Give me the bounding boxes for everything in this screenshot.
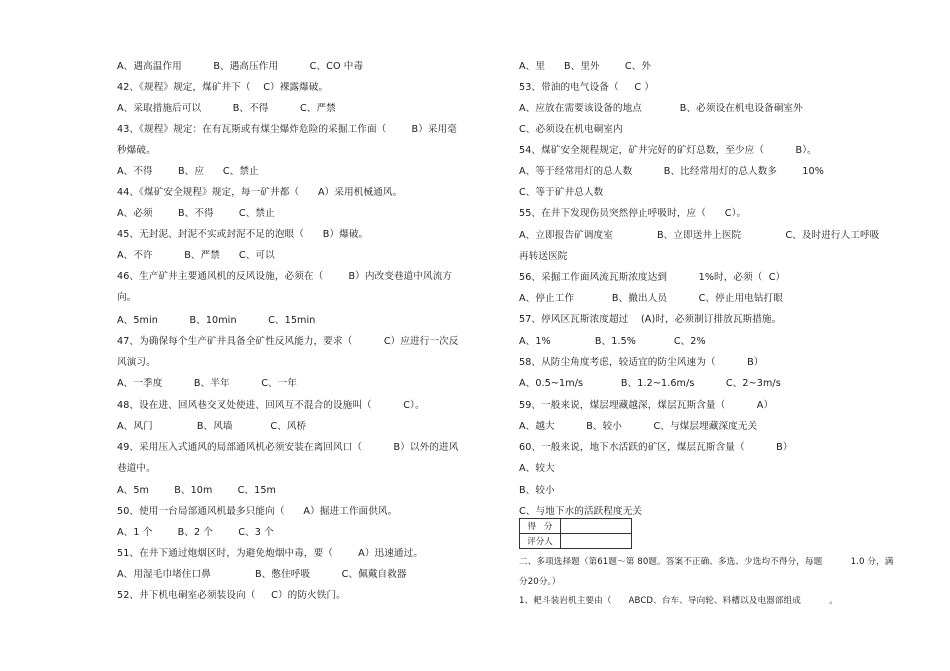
question-line: 1、耙斗装岩机主要由（ ABCD、台车、导向轮、料槽以及电器部组成 。 bbox=[519, 596, 838, 606]
left-line: 秒爆破。 bbox=[117, 145, 156, 156]
left-line: 48、设在进、回风巷交叉处使进、回风互不混合的设施叫（ C）。 bbox=[117, 400, 425, 411]
right-line: A、等于经常用灯的总人数 B、比经常用灯的总人数多 10% bbox=[519, 166, 824, 177]
left-line: A、风门 B、风墙 C、风桥 bbox=[117, 421, 307, 432]
left-line: A、一季度 B、半年 C、一年 bbox=[117, 378, 298, 389]
right-line: 再转送医院 bbox=[519, 251, 568, 262]
right-line: 57、停风区瓦斯浓度超过 (A)时，必须制订排放瓦斯措施。 bbox=[519, 314, 782, 325]
section-heading: 二、多项选择题（第61题～第 80题。答案不正确、多选、少选均不得分，每题 1.0 分，满 bbox=[519, 557, 894, 567]
left-line: 巷道中。 bbox=[117, 463, 156, 474]
left-line: 风演习。 bbox=[117, 357, 156, 368]
right-line: 53、带油的电气设备（ C ） bbox=[519, 82, 655, 93]
right-line: 60、一般来说，地下水活跃的矿区，煤层瓦斯含量（ B） bbox=[519, 442, 793, 453]
right-line: C、必须设在机电硐室内 bbox=[519, 124, 623, 135]
left-line: A、遇高温作用 B、遇高压作用 C、CO 中毒 bbox=[117, 61, 364, 72]
left-line: 51、在井下通过炮烟区时，为避免炮烟中毒，要（ A）迅速通过。 bbox=[117, 548, 423, 559]
right-line: C、等于矿井总人数 bbox=[519, 187, 604, 198]
left-line: 43、《规程》规定：在有瓦斯或有煤尘爆炸危险的采掘工作面（ B）采用毫 bbox=[117, 124, 457, 135]
right-line: A、越大 B、较小 C、与煤层埋藏深度无关 bbox=[519, 421, 758, 432]
left-line: 45、无封泥、封泥不实或封泥不足的泡眼（ B）爆破。 bbox=[117, 229, 369, 240]
section-heading-cont: 分20分。） bbox=[519, 577, 561, 587]
left-line: 44、《煤矿安全规程》规定，每一矿井都（ A）采用机械通风。 bbox=[117, 187, 403, 198]
grader-value-cell bbox=[561, 534, 632, 549]
grader-label: 评分人 bbox=[520, 534, 561, 549]
left-line: 52、井下机电硐室必须装设向（ C）的防火铁门。 bbox=[117, 590, 346, 601]
left-line: 50、使用一台局部通风机最多只能向（ A）掘进工作面供风。 bbox=[117, 506, 398, 517]
score-value-cell bbox=[561, 519, 632, 534]
right-line: A、1% B、1.5% C、2% bbox=[519, 336, 706, 347]
left-line: 42、《规程》规定，煤矿井下（ C）裸露爆破。 bbox=[117, 82, 329, 93]
left-line: A、5m B、10m C、15m bbox=[117, 485, 276, 496]
left-line: 46、生产矿井主要通风机的反风设施，必须在（ B）内改变巷道中风流方 bbox=[117, 271, 453, 282]
right-line: 55、在井下发现伤员突然停止呼吸时，应（ C）。 bbox=[519, 208, 747, 219]
right-line: 54、煤矿安全规程规定，矿井完好的矿灯总数，至少应（ B）。 bbox=[519, 145, 817, 156]
left-line: 47、为确保每个生产矿井具备全矿性反风能力，要求（ C）应进行一次反 bbox=[117, 336, 459, 347]
left-line: A、用湿毛巾堵住口鼻 B、憋住呼吸 C、佩戴自救器 bbox=[117, 569, 407, 580]
left-line: 向。 bbox=[117, 292, 137, 303]
right-line: 58、从防尘角度考虑，较适宜的防尘风速为（ B） bbox=[519, 357, 764, 368]
right-line: A、立即报告矿调度室 B、立即送井上医院 C、及时进行人工呼吸 bbox=[519, 230, 880, 241]
left-line: A、不得 B、应 C、禁止 bbox=[117, 166, 259, 177]
left-line: A、采取措施后可以 B、不得 C、严禁 bbox=[117, 103, 336, 114]
right-line: A、应放在需要该设备的地点 B、必须设在机电设备硐室外 bbox=[519, 103, 803, 114]
left-line: A、必须 B、不得 C、禁止 bbox=[117, 208, 275, 219]
right-line: A、0.5~1m/s B、1.2~1.6m/s C、2~3m/s bbox=[519, 378, 781, 389]
right-line: 56、采掘工作面风流瓦斯浓度达到 1%时，必须（ C） bbox=[519, 272, 786, 283]
left-line: 49、采用压入式通风的局部通风机必须安装在离回风口（ B）以外的进风 bbox=[117, 442, 459, 453]
right-line: B、较小 bbox=[519, 485, 555, 496]
right-line: A、停止工作 B、撤出人员 C、停止用电钻打眼 bbox=[519, 293, 783, 304]
left-line: A、不许 B、严禁 C、可以 bbox=[117, 250, 275, 261]
right-line: C、与地下水的活跃程度无关 bbox=[519, 506, 643, 517]
score-label: 得 分 bbox=[520, 519, 561, 534]
right-line: 59、一般来说，煤层埋藏越深，煤层瓦斯含量（ A） bbox=[519, 400, 774, 411]
left-line: A、5min B、10min C、15min bbox=[117, 315, 316, 326]
right-line: A、较大 bbox=[519, 463, 555, 474]
score-table bbox=[519, 518, 632, 549]
left-line: A、1 个 B、2 个 C、3 个 bbox=[117, 527, 274, 538]
right-line: A、里 B、里外 C、外 bbox=[519, 61, 652, 72]
